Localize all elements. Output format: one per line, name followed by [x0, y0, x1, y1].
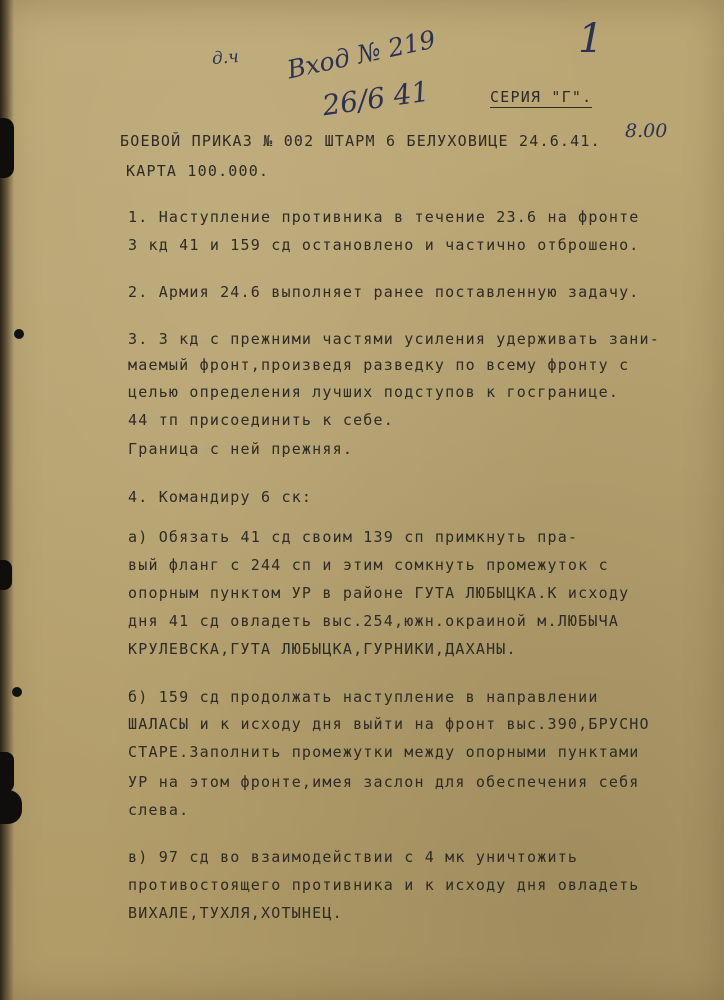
body-line: вый фланг с 244 сп и этим сомкнуть промежуток с	[128, 556, 609, 574]
body-line: противостоящего противника и к исходу дня овладеть	[128, 876, 640, 894]
body-line: Граница с ней прежняя.	[128, 440, 354, 458]
torn-edge-mark	[0, 560, 12, 590]
body-line: 4. Командиру 6 ск:	[128, 488, 313, 506]
binder-hole	[12, 687, 22, 697]
map-scale: КАРТА 100.000.	[126, 162, 270, 180]
body-line: 2. Армия 24.6 выполняет ранее поставленную задачу.	[128, 283, 640, 301]
body-line: слева.	[128, 801, 190, 819]
body-line: ВИХАЛЕ,ТУХЛЯ,ХОТЫНЕЦ.	[128, 904, 343, 922]
body-line: опорным пунктом УР в районе ГУТА ЛЮБЫЦКА.К исходу	[128, 584, 630, 602]
body-line: 44 тп присоединить к себе.	[128, 411, 394, 429]
torn-edge-mark	[0, 790, 22, 824]
body-line: в) 97 сд во взаимодействии с 4 мк уничтожить	[128, 848, 579, 866]
order-title: БОЕВОЙ ПРИКАЗ № 002 ШТАРМ 6 БЕЛУХОВИЦЕ 24.6.41.	[120, 132, 601, 150]
body-line: ШАЛАСЫ и к исходу дня выйти на фронт выс.390,БРУСНО	[128, 715, 650, 733]
series-label: СЕРИЯ "Г".	[490, 88, 593, 106]
body-line: 3 кд 41 и 159 сд остановлено и частично отброшено.	[128, 236, 640, 254]
handwritten-date: 26/6 41	[320, 74, 432, 123]
body-line: б) 159 сд продолжать наступление в направлении	[128, 688, 599, 706]
handwritten-incoming-number: Вход № 219	[284, 24, 439, 85]
body-line: 1. Наступление противника в течение 23.6 на фронте	[128, 208, 640, 226]
body-line: дня 41 сд овладеть выс.254,южн.окраиной м.ЛЮБЫЧА	[128, 612, 620, 630]
binder-hole	[14, 329, 24, 339]
torn-edge-mark	[0, 752, 14, 792]
body-line: СТАРЕ.Заполнить промежутки между опорными пунктами	[128, 743, 640, 761]
body-line: целью определения лучших подступов к госгранице.	[128, 383, 620, 401]
body-line: а) Обязать 41 сд своим 139 сп примкнуть пра-	[128, 528, 579, 546]
handwritten-mark: д.ч	[211, 46, 240, 70]
body-line: маемый фронт,произведя разведку по всему фронту с	[128, 356, 630, 374]
body-line: 3. 3 кд с прежними частями усиления удерживать зани-	[128, 330, 660, 348]
body-line: КРУЛЕВСКА,ГУТА ЛЮБЫЦКА,ГУРНИКИ,ДАХАНЫ.	[128, 640, 517, 658]
body-line: УР на этом фронте,имея заслон для обеспечения себя	[128, 773, 640, 791]
handwritten-page-number: 1	[578, 16, 604, 62]
torn-edge-mark	[0, 118, 14, 178]
handwritten-time: 8.00	[625, 120, 668, 142]
